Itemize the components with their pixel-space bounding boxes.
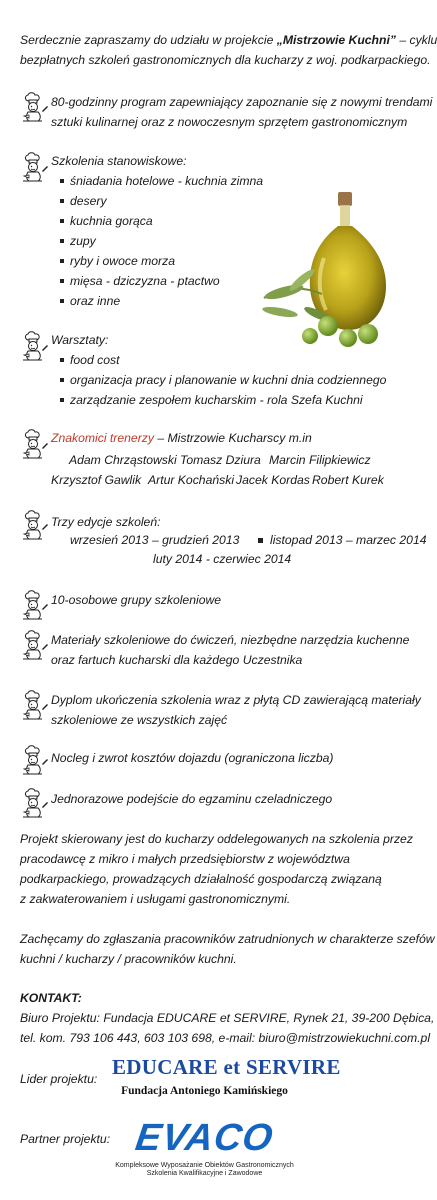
trainer-name: Artur Kochański [148, 473, 235, 487]
edycje-title: Trzy edycje szkoleń: [51, 515, 161, 529]
projekt-line: podkarpackiego, prowadzących działalność gospodarczą związaną [20, 872, 382, 886]
list-item: kuchnia gorąca [60, 211, 153, 231]
edycja-2: listopad 2013 – marzec 2014 [270, 533, 427, 547]
chef-icon [20, 92, 50, 122]
list-item: organizacja pracy i planowanie w kuchni dnia codziennego [60, 370, 386, 390]
chef-icon [20, 331, 50, 361]
trainer-name: Tomasz Dziura [180, 453, 261, 467]
list-item: zupy [60, 231, 96, 251]
list-item: food cost [60, 350, 119, 370]
zachecamy-line: kuchni / kucharzy / pracowników kuchni. [20, 952, 237, 966]
trainer-name: Marcin Filipkiewicz [269, 453, 371, 467]
materialy-line-1: Materiały szkoleniowe do ćwiczeń, niezbędne narzędzia kuchenne [51, 633, 410, 647]
trainer-name: Robert Kurek [312, 473, 384, 487]
materialy-line-2: oraz fartuch kucharski dla każdego Uczestnika [51, 653, 303, 667]
partner-label: Partner projektu: [20, 1132, 111, 1146]
trenerzy-heading: Znakomici trenerzy – Mistrzowie Kucharscy m.in [51, 431, 312, 445]
egzamin-text: Jednorazowe podejście do egzaminu czeladniczego [51, 792, 333, 806]
kontakt-line-1: Biuro Projektu: Fundacja EDUCARE et SERVIRE, Rynek 21, 39-200 Dębica, [20, 1011, 435, 1025]
trainer-name: Krzysztof Gawlik [51, 473, 142, 487]
dyplom-line-2: szkoleniowe ze wszystkich zajęć [51, 713, 228, 727]
educare-logo [112, 1055, 341, 1105]
list-item: zarządzanie zespołem kucharskim - rola Szefa Kuchni [60, 390, 363, 410]
lider-label: Lider projektu: [20, 1072, 98, 1086]
grupy-text: 10-osobowe grupy szkoleniowe [51, 593, 222, 607]
chef-icon [20, 590, 50, 620]
chef-icon [20, 690, 50, 720]
trainer-name: Adam Chrząstowski [69, 453, 177, 467]
trainer-name: Jacek Kordas [236, 473, 310, 487]
program-line-2: sztuki kulinarnej oraz z nowoczesnym sprzętem gastronomicznym [51, 115, 408, 129]
educare-logo-subtitle: Fundacja Antoniego Kamińskiego [121, 1085, 288, 1097]
kontakt-line-2[interactable]: tel. kom. 793 106 443, 603 103 698, e-mail: biuro@mistrzowiekuchni.com.pl [20, 1031, 431, 1045]
olive-oil-bottle-illustration [262, 188, 402, 350]
edycja-1: wrzesień 2013 – grudzień 2013 [70, 533, 240, 547]
chef-icon [20, 152, 50, 182]
warsztaty-title: Warsztaty: [51, 333, 109, 347]
list-item: desery [60, 191, 107, 211]
chef-icon [20, 745, 50, 775]
zachecamy-line: Zachęcamy do zgłaszania pracowników zatrudnionych w charakterze szefów [20, 932, 435, 946]
szkolenia-title: Szkolenia stanowiskowe: [51, 154, 187, 168]
nocleg-text: Nocleg i zwrot kosztów dojazdu (ograniczona liczba) [51, 751, 334, 765]
intro-line-1: Serdecznie zapraszamy do udziału w projekcie „Mistrzowie Kuchni” – cyklu [20, 33, 437, 47]
evaco-logo-sub-2: Szkolenia Kwalifikacyjne i Zawodowe [146, 1170, 263, 1177]
educare-logo-title: EDUCARE et SERVIRE [112, 1055, 341, 1079]
dyplom-line-1: Dyplom ukończenia szkolenia wraz z płytą CD zawierającą materiały [51, 693, 421, 707]
chef-icon [20, 429, 50, 459]
edycja-3: luty 2014 - czerwiec 2014 [153, 552, 292, 566]
evaco-logo-sub-1: Kompleksowe Wyposażanie Obiektów Gastronomicznych [115, 1162, 294, 1169]
program-line-1: 80-godzinny program zapewniający zapoznanie się z nowymi trendami [51, 95, 433, 109]
list-item: śniadania hotelowe - kuchnia zimna [60, 171, 263, 191]
list-item: oraz inne [60, 291, 120, 311]
list-item: ryby i owoce morza [60, 251, 175, 271]
chef-icon [20, 510, 50, 540]
chef-icon [20, 788, 50, 818]
projekt-line: Projekt skierowany jest do kucharzy oddelegowanych na szkolenia przez [20, 832, 413, 846]
evaco-logo-title: EVACO [132, 1117, 277, 1159]
projekt-line: pracodawcę z mikro i małych przedsiębiorstw z województwa [20, 852, 350, 866]
chef-icon [20, 630, 50, 660]
list-item: mięsa - dziczyzna - ptactwo [60, 271, 220, 291]
intro-line-2: bezpłatnych szkoleń gastronomicznych dla kucharzy z woj. podkarpackiego. [20, 53, 431, 67]
projekt-line: z zakwaterowaniem i usługami gastronomicznymi. [20, 892, 291, 906]
separator-bullet [258, 538, 263, 543]
evaco-logo [112, 1118, 297, 1188]
kontakt-title: KONTAKT: [20, 991, 82, 1005]
